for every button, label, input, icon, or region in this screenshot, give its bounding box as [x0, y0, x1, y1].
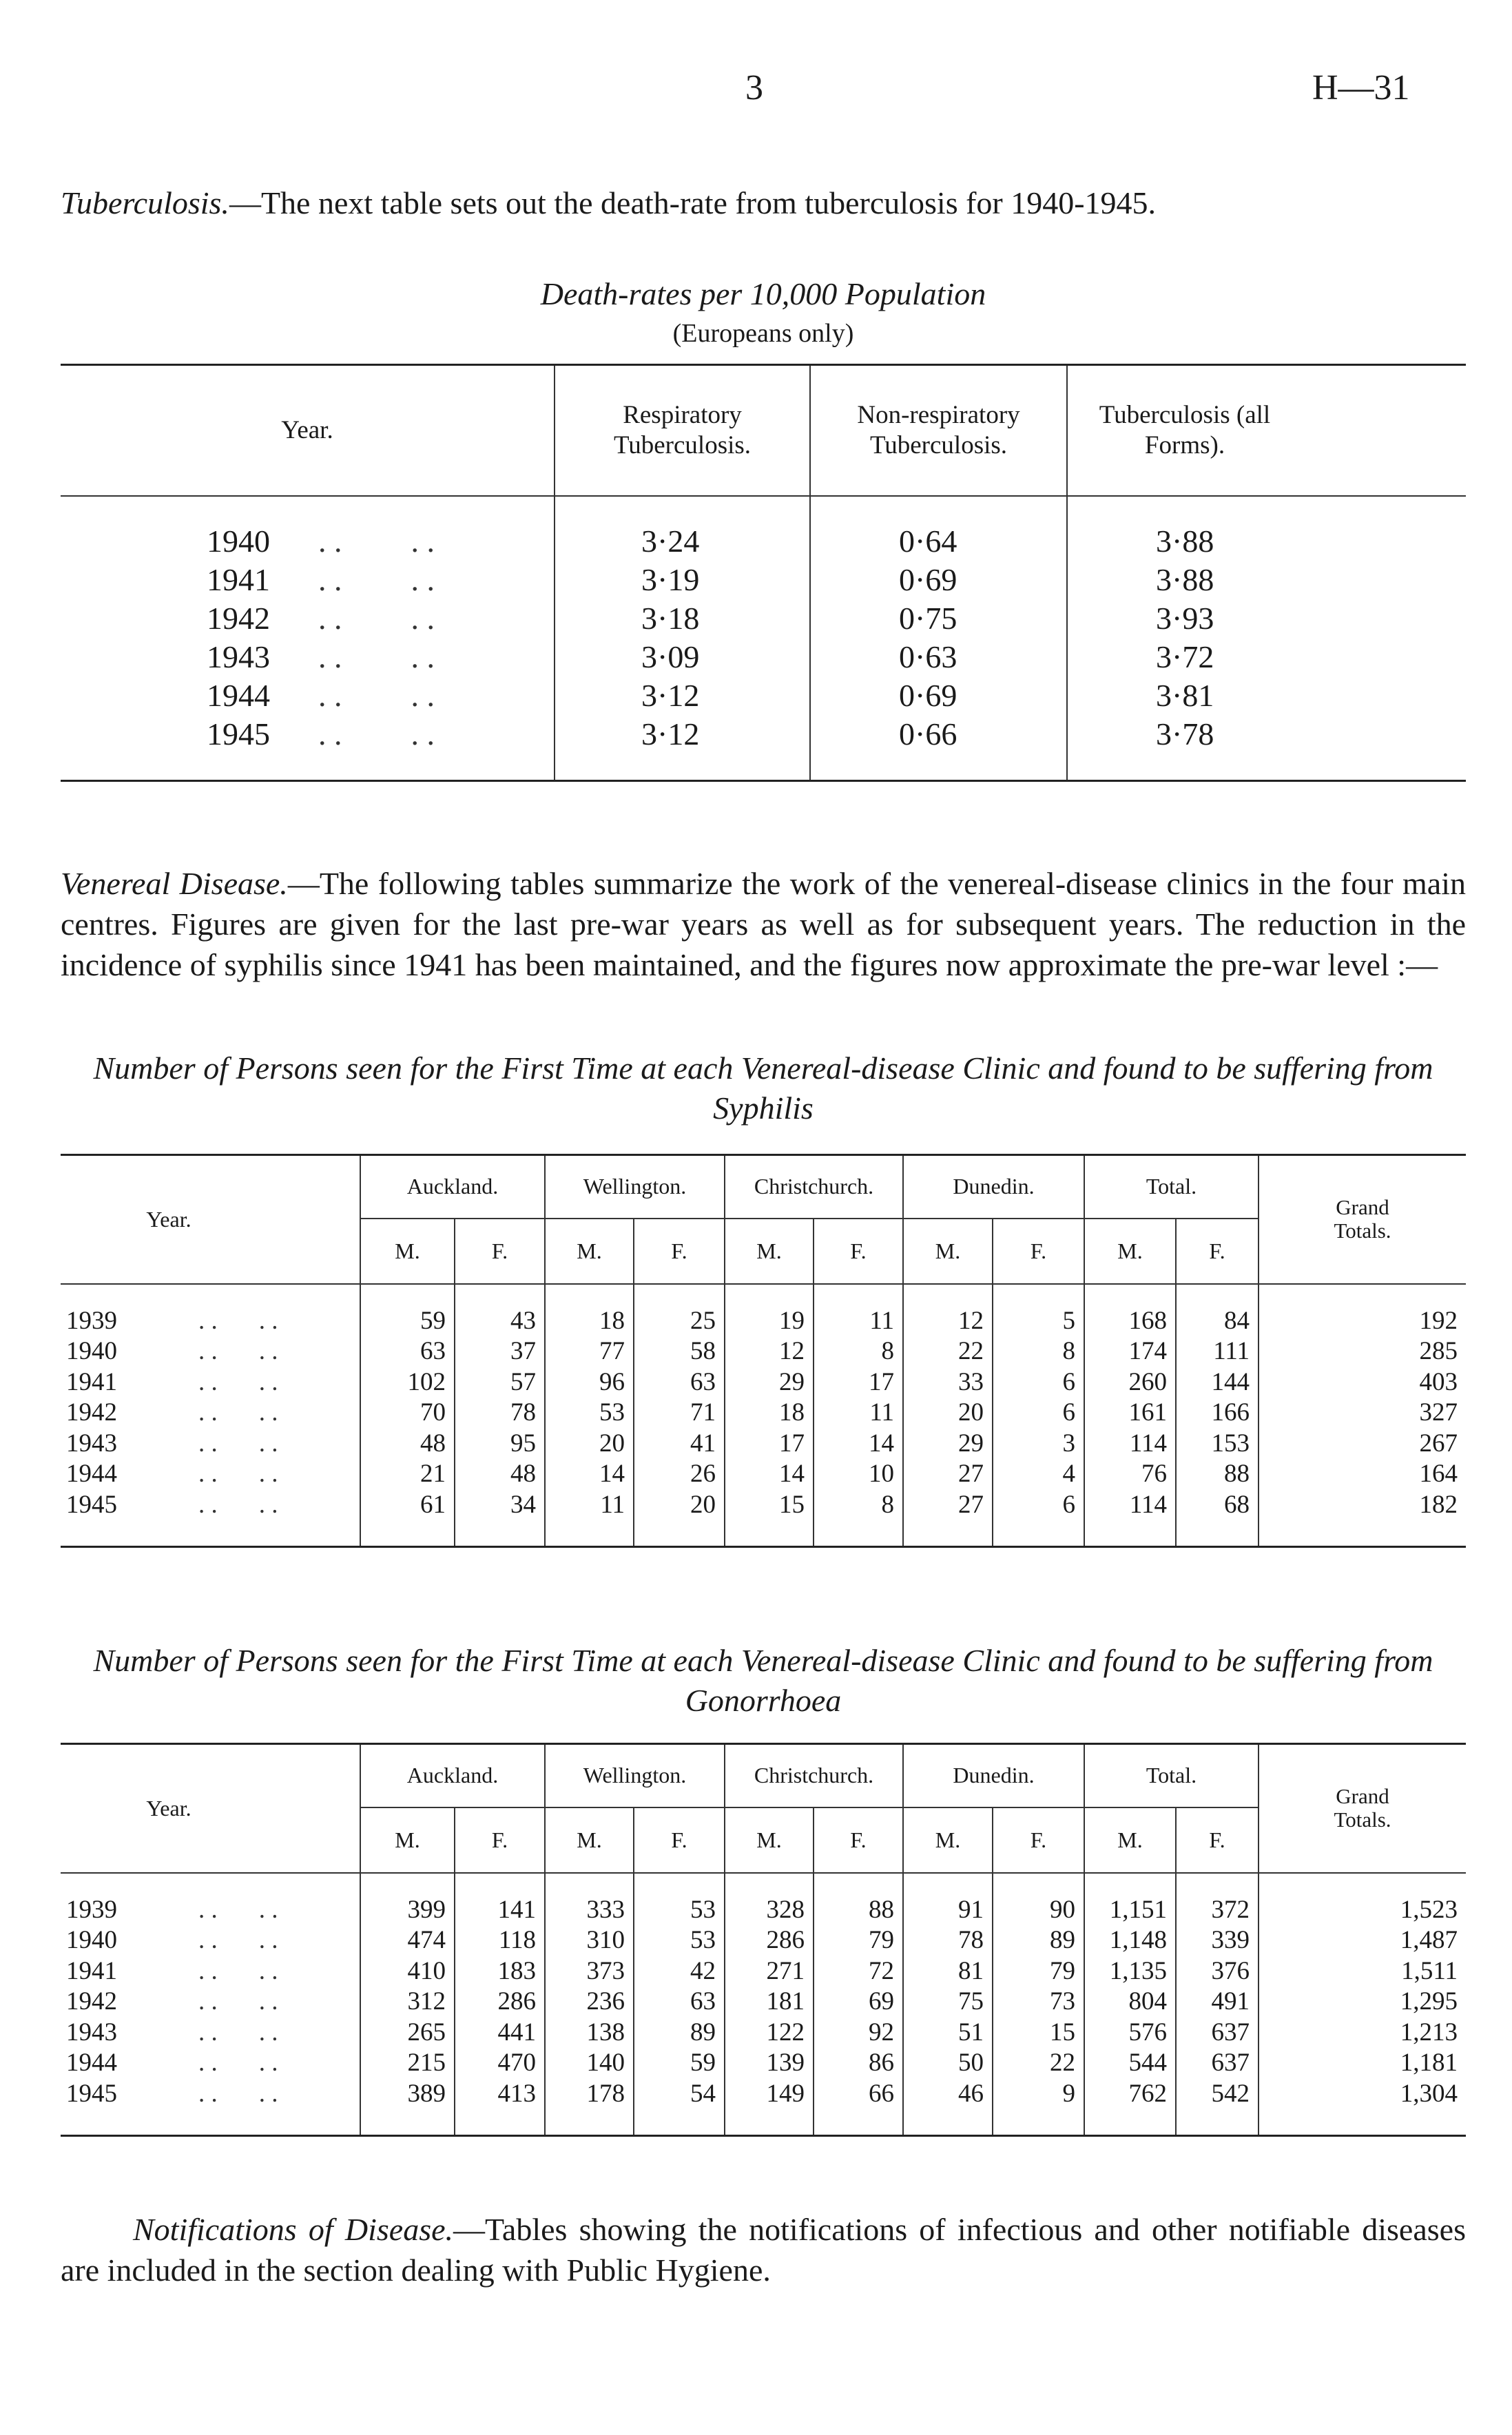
vd-cell-christchurch-m: 328 — [725, 1895, 814, 1926]
vd-cell-total-f: 144 — [1176, 1367, 1259, 1398]
vd-cell-wellington-m: 333 — [545, 1895, 634, 1926]
tb-leader-dots: . . — [318, 677, 342, 713]
tb-nonrespiratory-value: 0·63 — [810, 638, 1067, 676]
tb-leader-dots: . . — [318, 716, 342, 752]
tb-all-forms-value: 3·81 — [1067, 676, 1466, 715]
vd-cell-total-m: 161 — [1084, 1398, 1176, 1429]
vd-leader-dots: . . . . — [198, 1460, 278, 1488]
venereal-intro: —The following tables summarize the work of the venereal-disease clinics in the four main centres. Figures are given for the last pre-war years as well as for subsequent years. The reduction in the incidence of syphilis since 1941 has been maintained, and the figures now approximate the pre-war level :— — [61, 866, 1466, 982]
vd-cell-grand-total: 285 — [1259, 1336, 1466, 1367]
vd-cell-wellington-m: 140 — [545, 2048, 634, 2079]
vd-head-female: F. — [634, 1219, 725, 1284]
vd-cell-auckland-f: 183 — [455, 1956, 545, 1987]
vd-cell-wellington-f: 54 — [634, 2079, 725, 2110]
tb-respiratory-value: 3·12 — [555, 676, 810, 715]
vd-head-male: M. — [360, 1807, 455, 1873]
vd-cell-auckland-m: 61 — [360, 1490, 455, 1521]
vd-head-male: M. — [903, 1807, 993, 1873]
vd-cell-total-f: 491 — [1176, 1987, 1259, 2018]
vd-year: 1943 — [66, 1429, 117, 1458]
vd-year: 1942 — [66, 1398, 117, 1427]
vd-cell-dunedin-m: 29 — [903, 1429, 993, 1460]
vd-cell-wellington-f: 42 — [634, 1956, 725, 1987]
vd-leader-dots: . . . . — [198, 1490, 278, 1519]
vd-cell-wellington-m: 310 — [545, 1925, 634, 1956]
tb-year: 1940 — [207, 523, 270, 559]
tb-nonrespiratory-value: 0·75 — [810, 599, 1067, 638]
vd-head-female: F. — [455, 1219, 545, 1284]
vd-cell-dunedin-m: 20 — [903, 1398, 993, 1429]
vd-row — [61, 1336, 1466, 1367]
tb-year: 1941 — [207, 561, 270, 597]
vd-year: 1940 — [66, 1926, 117, 1954]
vd-cell-auckland-f: 470 — [455, 2048, 545, 2079]
tb-row — [61, 676, 1466, 715]
vd-cell-dunedin-m: 78 — [903, 1925, 993, 1956]
vd-row — [61, 1306, 1466, 1337]
vd-cell-wellington-m: 178 — [545, 2079, 634, 2110]
vd-cell-grand-total: 1,304 — [1259, 2079, 1466, 2110]
tb-leader-dots: . . — [411, 716, 435, 752]
vd-cell-dunedin-m: 81 — [903, 1956, 993, 1987]
vd-cell-christchurch-f: 72 — [814, 1956, 903, 1987]
vd-leader-dots: . . . . — [198, 1926, 278, 1954]
vd-cell-total-m: 1,151 — [1084, 1895, 1176, 1926]
vd-cell-wellington-f: 89 — [634, 2018, 725, 2049]
tuberculosis-intro: —The next table sets out the death-rate from tuberculosis for 1940-1945. — [229, 185, 1157, 220]
vd-leader-dots: . . . . — [198, 1895, 278, 1924]
vd-cell-christchurch-f: 88 — [814, 1895, 903, 1926]
tuberculosis-table — [61, 364, 1466, 782]
tb-col-nonrespiratory: Non-respiratory Tuberculosis. — [810, 365, 1067, 496]
vd-head-grand: Grand Totals. — [1259, 1744, 1466, 1873]
vd-cell-grand-total: 267 — [1259, 1429, 1466, 1460]
tb-col-year: Year. — [61, 365, 555, 496]
vd-cell-dunedin-f: 8 — [993, 1336, 1084, 1367]
vd-head-male: M. — [903, 1219, 993, 1284]
vd-cell-dunedin-f: 79 — [993, 1956, 1084, 1987]
tb-year: 1942 — [207, 600, 270, 636]
vd-head-male: M. — [545, 1807, 634, 1873]
tuberculosis-paragraph — [61, 183, 1466, 223]
vd-cell-christchurch-f: 79 — [814, 1925, 903, 1956]
tb-all-forms-value: 3·88 — [1067, 561, 1466, 599]
vd-cell-dunedin-m: 12 — [903, 1306, 993, 1337]
vd-leader-dots: . . . . — [198, 1367, 278, 1396]
vd-cell-wellington-m: 77 — [545, 1336, 634, 1367]
vd-head-female: F. — [993, 1807, 1084, 1873]
vd-cell-grand-total: 1,295 — [1259, 1987, 1466, 2018]
vd-cell-grand-total: 1,181 — [1259, 2048, 1466, 2079]
vd-row — [61, 1367, 1466, 1398]
tb-body — [61, 496, 1466, 781]
vd-year: 1943 — [66, 2018, 117, 2047]
vd-cell-auckland-f: 43 — [455, 1306, 545, 1337]
vd-row — [61, 1956, 1466, 1987]
vd-cell-wellington-m: 373 — [545, 1956, 634, 1987]
vd-cell-wellington-m: 11 — [545, 1490, 634, 1521]
vd-cell-dunedin-m: 27 — [903, 1490, 993, 1521]
tb-leader-dots: . . — [318, 600, 342, 636]
vd-head-grand: Grand Totals. — [1259, 1155, 1466, 1284]
vd-cell-total-f: 68 — [1176, 1490, 1259, 1521]
vd-cell-dunedin-m: 33 — [903, 1367, 993, 1398]
vd-cell-auckland-f: 286 — [455, 1987, 545, 2018]
vd-head-female: F. — [814, 1219, 903, 1284]
vd-cell-total-m: 1,135 — [1084, 1956, 1176, 1987]
vd-cell-grand-total: 192 — [1259, 1306, 1466, 1337]
vd-cell-wellington-f: 53 — [634, 1925, 725, 1956]
vd-cell-dunedin-f: 89 — [993, 1925, 1084, 1956]
notifications-text: —Tables showing the notifications of infectious and other notifiable diseases are included in the section dealing with Public Hygiene. — [61, 2212, 1466, 2288]
vd-cell-total-f: 111 — [1176, 1336, 1259, 1367]
vd-cell-auckland-m: 21 — [360, 1459, 455, 1490]
vd-year: 1941 — [66, 1367, 117, 1396]
vd-head-total: Total. — [1084, 1155, 1259, 1219]
tb-all-forms-value: 3·88 — [1067, 522, 1466, 561]
tb-all-forms-value: 3·72 — [1067, 638, 1466, 676]
vd-cell-wellington-f: 59 — [634, 2048, 725, 2079]
vd-head-auckland: Auckland. — [360, 1155, 545, 1219]
vd-cell-auckland-m: 389 — [360, 2079, 455, 2110]
vd-cell-christchurch-m: 19 — [725, 1306, 814, 1337]
vd-cell-christchurch-f: 14 — [814, 1429, 903, 1460]
vd-cell-auckland-f: 57 — [455, 1367, 545, 1398]
vd-cell-dunedin-m: 22 — [903, 1336, 993, 1367]
vd-cell-dunedin-f: 6 — [993, 1398, 1084, 1429]
vd-head-wellington: Wellington. — [545, 1744, 725, 1807]
vd-cell-christchurch-f: 92 — [814, 2018, 903, 2049]
vd-cell-wellington-f: 20 — [634, 1490, 725, 1521]
vd-cell-auckland-m: 59 — [360, 1306, 455, 1337]
vd-cell-auckland-f: 413 — [455, 2079, 545, 2110]
vd-cell-total-f: 153 — [1176, 1429, 1259, 1460]
vd-cell-total-f: 637 — [1176, 2048, 1259, 2079]
vd-cell-auckland-m: 48 — [360, 1429, 455, 1460]
vd-cell-christchurch-f: 11 — [814, 1306, 903, 1337]
tb-respiratory-value: 3·09 — [555, 638, 810, 676]
vd-row — [61, 1490, 1466, 1521]
vd-cell-wellington-f: 71 — [634, 1398, 725, 1429]
vd-cell-auckland-f: 95 — [455, 1429, 545, 1460]
vd-cell-grand-total: 1,511 — [1259, 1956, 1466, 1987]
vd-head-male: M. — [545, 1219, 634, 1284]
venereal-heading: Venereal Disease. — [61, 866, 288, 901]
vd-cell-dunedin-f: 6 — [993, 1490, 1084, 1521]
vd-cell-dunedin-m: 51 — [903, 2018, 993, 2049]
vd-cell-auckland-f: 78 — [455, 1398, 545, 1429]
tb-leader-dots: . . — [318, 561, 342, 597]
vd-cell-dunedin-f: 73 — [993, 1987, 1084, 2018]
vd-cell-dunedin-m: 91 — [903, 1895, 993, 1926]
vd-cell-total-f: 339 — [1176, 1925, 1259, 1956]
vd-cell-wellington-m: 236 — [545, 1987, 634, 2018]
vd-cell-auckland-f: 48 — [455, 1459, 545, 1490]
vd-cell-wellington-m: 138 — [545, 2018, 634, 2049]
tb-row — [61, 561, 1466, 599]
vd-head-male: M. — [360, 1219, 455, 1284]
document-code: H—31 — [1312, 68, 1410, 107]
vd-cell-christchurch-m: 29 — [725, 1367, 814, 1398]
vd-cell-total-m: 544 — [1084, 2048, 1176, 2079]
vd-cell-wellington-f: 63 — [634, 1367, 725, 1398]
vd-head-male: M. — [1084, 1807, 1176, 1873]
vd-cell-total-f: 542 — [1176, 2079, 1259, 2110]
vd-head-christchurch: Christchurch. — [725, 1744, 903, 1807]
vd-cell-total-m: 576 — [1084, 2018, 1176, 2049]
vd-leader-dots: . . . . — [198, 1987, 278, 2016]
vd-cell-dunedin-f: 90 — [993, 1895, 1084, 1926]
vd-cell-total-m: 1,148 — [1084, 1925, 1176, 1956]
tb-nonrespiratory-value: 0·64 — [810, 522, 1067, 561]
vd-year: 1942 — [66, 1987, 117, 2016]
venereal-paragraph — [61, 863, 1466, 985]
syphilis-table-title: Number of Persons seen for the First Time at each Venereal-disease Clinic and found to be suffering from Syphilis — [93, 1050, 1433, 1126]
vd-cell-grand-total: 1,487 — [1259, 1925, 1466, 1956]
tb-nonrespiratory-value: 0·69 — [810, 561, 1067, 599]
vd-head-male: M. — [1084, 1219, 1176, 1284]
vd-year: 1944 — [66, 1460, 117, 1488]
vd-head-female: F. — [814, 1807, 903, 1873]
vd-cell-dunedin-f: 4 — [993, 1459, 1084, 1490]
vd-row — [61, 1925, 1466, 1956]
vd-cell-christchurch-f: 8 — [814, 1336, 903, 1367]
vd-cell-total-m: 804 — [1084, 1987, 1176, 2018]
tb-leader-dots: . . — [411, 677, 435, 713]
vd-row — [61, 1429, 1466, 1460]
vd-cell-christchurch-f: 17 — [814, 1367, 903, 1398]
vd-cell-christchurch-m: 286 — [725, 1925, 814, 1956]
vd-cell-christchurch-m: 181 — [725, 1987, 814, 2018]
vd-cell-total-f: 88 — [1176, 1459, 1259, 1490]
vd-leader-dots: . . . . — [198, 2018, 278, 2047]
vd-year: 1939 — [66, 1306, 117, 1335]
vd-cell-christchurch-m: 15 — [725, 1490, 814, 1521]
vd-year: 1939 — [66, 1895, 117, 1924]
vd-cell-dunedin-f: 3 — [993, 1429, 1084, 1460]
vd-row — [61, 2018, 1466, 2049]
vd-leader-dots: . . . . — [198, 1337, 278, 1365]
vd-head-year: Year. — [61, 1744, 360, 1873]
vd-cell-auckland-m: 312 — [360, 1987, 455, 2018]
tb-all-forms-value: 3·93 — [1067, 599, 1466, 638]
vd-row — [61, 1895, 1466, 1926]
vd-cell-grand-total: 164 — [1259, 1459, 1466, 1490]
vd-cell-wellington-m: 20 — [545, 1429, 634, 1460]
tuberculosis-heading: Tuberculosis. — [61, 185, 229, 220]
vd-cell-total-f: 376 — [1176, 1956, 1259, 1987]
tb-leader-dots: . . — [411, 600, 435, 636]
notifications-heading: Notifications of Disease. — [133, 2212, 454, 2247]
tb-all-forms-value: 3·78 — [1067, 715, 1466, 754]
vd-leader-dots: . . . . — [198, 1398, 278, 1427]
tb-leader-dots: . . — [411, 639, 435, 674]
vd-cell-grand-total: 327 — [1259, 1398, 1466, 1429]
vd-cell-total-m: 114 — [1084, 1429, 1176, 1460]
vd-cell-christchurch-m: 149 — [725, 2079, 814, 2110]
vd-cell-total-f: 84 — [1176, 1306, 1259, 1337]
vd-year: 1941 — [66, 1956, 117, 1985]
tb-nonrespiratory-value: 0·69 — [810, 676, 1067, 715]
vd-cell-christchurch-m: 18 — [725, 1398, 814, 1429]
vd-cell-total-m: 762 — [1084, 2079, 1176, 2110]
vd-cell-christchurch-m: 122 — [725, 2018, 814, 2049]
vd-year: 1940 — [66, 1337, 117, 1365]
tb-row — [61, 599, 1466, 638]
vd-year: 1944 — [66, 2049, 117, 2077]
vd-cell-christchurch-m: 139 — [725, 2048, 814, 2079]
tb-table-subtitle: (Europeans only) — [672, 319, 854, 348]
vd-row — [61, 2048, 1466, 2079]
gonorrhoea-table-title: Number of Persons seen for the First Time at each Venereal-disease Clinic and found to be suffering from Gonorrhoea — [93, 1643, 1433, 1718]
vd-head-male: M. — [725, 1219, 814, 1284]
vd-cell-total-m: 174 — [1084, 1336, 1176, 1367]
vd-cell-christchurch-m: 14 — [725, 1459, 814, 1490]
vd-cell-dunedin-m: 75 — [903, 1987, 993, 2018]
vd-cell-wellington-f: 41 — [634, 1429, 725, 1460]
vd-cell-wellington-m: 14 — [545, 1459, 634, 1490]
vd-cell-auckland-f: 34 — [455, 1490, 545, 1521]
vd-head-male: M. — [725, 1807, 814, 1873]
vd-cell-wellington-f: 26 — [634, 1459, 725, 1490]
vd-row — [61, 1459, 1466, 1490]
vd-cell-dunedin-f: 22 — [993, 2048, 1084, 2079]
notifications-paragraph — [61, 2209, 1466, 2290]
vd-cell-auckland-m: 399 — [360, 1895, 455, 1926]
vd-head-female: F. — [993, 1219, 1084, 1284]
vd-cell-dunedin-m: 46 — [903, 2079, 993, 2110]
tb-year: 1943 — [207, 639, 270, 674]
vd-cell-dunedin-m: 27 — [903, 1459, 993, 1490]
vd-cell-auckland-m: 474 — [360, 1925, 455, 1956]
vd-year: 1945 — [66, 1490, 117, 1519]
tb-year: 1945 — [207, 716, 270, 752]
vd-cell-grand-total: 403 — [1259, 1367, 1466, 1398]
vd-cell-auckland-m: 70 — [360, 1398, 455, 1429]
vd-cell-christchurch-f: 69 — [814, 1987, 903, 2018]
vd-head-dunedin: Dunedin. — [903, 1155, 1084, 1219]
vd-cell-grand-total: 1,523 — [1259, 1895, 1466, 1926]
vd-row — [61, 1987, 1466, 2018]
vd-leader-dots: . . . . — [198, 1956, 278, 1985]
vd-leader-dots: . . . . — [198, 2049, 278, 2077]
vd-leader-dots: . . . . — [198, 1306, 278, 1335]
vd-cell-auckland-m: 63 — [360, 1336, 455, 1367]
vd-cell-auckland-m: 410 — [360, 1956, 455, 1987]
vd-cell-auckland-m: 102 — [360, 1367, 455, 1398]
vd-cell-dunedin-m: 50 — [903, 2048, 993, 2079]
page-number: 3 — [745, 68, 763, 107]
vd-cell-total-f: 166 — [1176, 1398, 1259, 1429]
vd-cell-total-m: 114 — [1084, 1490, 1176, 1521]
vd-cell-total-m: 168 — [1084, 1306, 1176, 1337]
vd-cell-wellington-f: 63 — [634, 1987, 725, 2018]
vd-cell-christchurch-f: 11 — [814, 1398, 903, 1429]
vd-cell-christchurch-f: 86 — [814, 2048, 903, 2079]
vd-cell-auckland-f: 118 — [455, 1925, 545, 1956]
tb-row — [61, 715, 1466, 754]
vd-head-female: F. — [634, 1807, 725, 1873]
vd-cell-dunedin-f: 15 — [993, 2018, 1084, 2049]
vd-head-year: Year. — [61, 1155, 360, 1284]
vd-cell-auckland-m: 215 — [360, 2048, 455, 2079]
vd-cell-dunedin-f: 9 — [993, 2079, 1084, 2110]
vd-head-female: F. — [1176, 1807, 1259, 1873]
tb-respiratory-value: 3·18 — [555, 599, 810, 638]
vd-head-total: Total. — [1084, 1744, 1259, 1807]
vd-cell-auckland-f: 441 — [455, 2018, 545, 2049]
vd-cell-total-m: 260 — [1084, 1367, 1176, 1398]
vd-row — [61, 2079, 1466, 2110]
vd-head-female: F. — [455, 1807, 545, 1873]
tb-nonrespiratory-value: 0·66 — [810, 715, 1067, 754]
vd-head-wellington: Wellington. — [545, 1155, 725, 1219]
vd-cell-grand-total: 1,213 — [1259, 2018, 1466, 2049]
vd-head-dunedin: Dunedin. — [903, 1744, 1084, 1807]
tb-respiratory-value: 3·19 — [555, 561, 810, 599]
tb-row — [61, 638, 1466, 676]
vd-cell-wellington-f: 25 — [634, 1306, 725, 1337]
vd-cell-christchurch-f: 8 — [814, 1490, 903, 1521]
vd-cell-auckland-f: 141 — [455, 1895, 545, 1926]
gonorrhoea-table — [61, 1743, 1466, 2137]
tb-year: 1944 — [207, 677, 270, 713]
tb-leader-dots: . . — [318, 523, 342, 559]
vd-cell-christchurch-f: 10 — [814, 1459, 903, 1490]
tb-col-respiratory: Respiratory Tuberculosis. — [555, 365, 810, 496]
vd-cell-wellington-m: 96 — [545, 1367, 634, 1398]
tb-respiratory-value: 3·12 — [555, 715, 810, 754]
vd-year: 1945 — [66, 2079, 117, 2108]
vd-cell-christchurch-m: 271 — [725, 1956, 814, 1987]
vd-cell-auckland-f: 37 — [455, 1336, 545, 1367]
vd-cell-wellington-f: 58 — [634, 1336, 725, 1367]
vd-cell-wellington-m: 18 — [545, 1306, 634, 1337]
vd-head-auckland: Auckland. — [360, 1744, 545, 1807]
vd-cell-christchurch-m: 12 — [725, 1336, 814, 1367]
syphilis-table — [61, 1154, 1466, 1548]
vd-cell-grand-total: 182 — [1259, 1490, 1466, 1521]
vd-cell-total-f: 637 — [1176, 2018, 1259, 2049]
vd-cell-total-f: 372 — [1176, 1895, 1259, 1926]
tb-leader-dots: . . — [318, 639, 342, 674]
vd-cell-wellington-f: 53 — [634, 1895, 725, 1926]
tb-row — [61, 522, 1466, 561]
vd-leader-dots: . . . . — [198, 1429, 278, 1458]
tb-respiratory-value: 3·24 — [555, 522, 810, 561]
vd-cell-auckland-m: 265 — [360, 2018, 455, 2049]
vd-head-female: F. — [1176, 1219, 1259, 1284]
tb-leader-dots: . . — [411, 523, 435, 559]
vd-cell-dunedin-f: 5 — [993, 1306, 1084, 1337]
tb-col-all-forms: Tuberculosis (all Forms). — [1067, 365, 1466, 496]
vd-cell-christchurch-m: 17 — [725, 1429, 814, 1460]
tb-table-title: Death-rates per 10,000 Population — [540, 276, 986, 311]
vd-row — [61, 1398, 1466, 1429]
vd-leader-dots: . . . . — [198, 2079, 278, 2108]
vd-cell-dunedin-f: 6 — [993, 1367, 1084, 1398]
tb-leader-dots: . . — [411, 561, 435, 597]
vd-cell-wellington-m: 53 — [545, 1398, 634, 1429]
vd-cell-christchurch-f: 66 — [814, 2079, 903, 2110]
vd-head-christchurch: Christchurch. — [725, 1155, 903, 1219]
vd-cell-total-m: 76 — [1084, 1459, 1176, 1490]
